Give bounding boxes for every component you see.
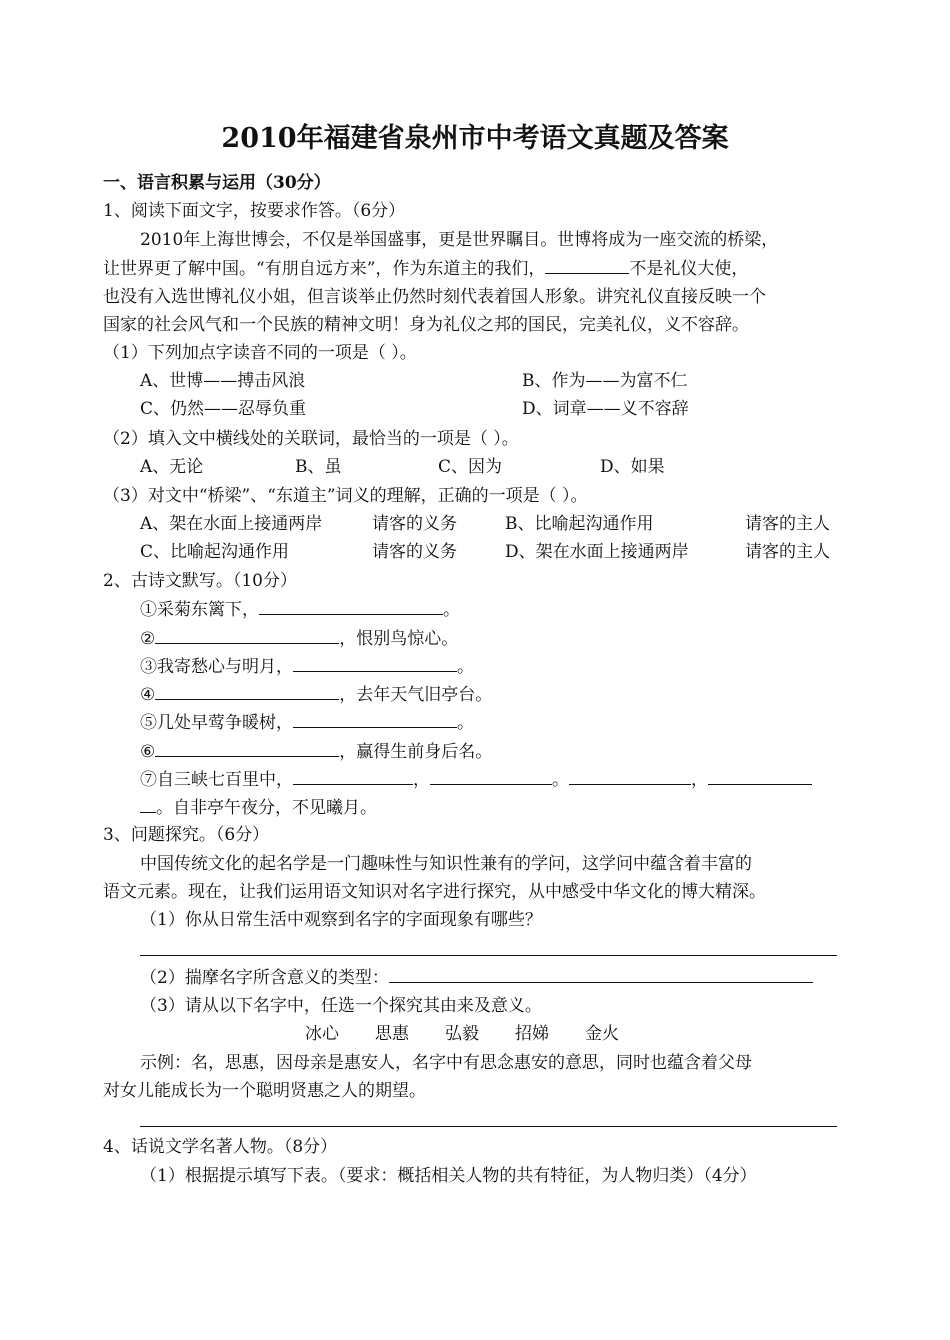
option-b[interactable]: B、作为——为富不仁 bbox=[522, 371, 688, 391]
poem-text: ，去年天气旧亭台。 bbox=[339, 685, 493, 705]
fill-blank[interactable] bbox=[293, 711, 457, 728]
poem-text: ② bbox=[140, 629, 156, 649]
option-b-part2: 请客的主人 bbox=[745, 514, 830, 534]
option-a[interactable]: A、世博——搏击风浪 bbox=[140, 371, 306, 391]
fill-blank[interactable] bbox=[259, 598, 443, 615]
name-option: 弘毅 bbox=[445, 1024, 479, 1044]
example-line: 对女儿能成长为一个聪明贤惠之人的期望。 bbox=[103, 1081, 426, 1101]
poem-line bbox=[140, 711, 474, 734]
q3-sub2 bbox=[140, 966, 813, 989]
poem-text: ⑦自三峡七百里中， bbox=[140, 770, 293, 790]
poem-text: ， bbox=[413, 770, 430, 790]
q1-text: 不是礼仪大使， bbox=[629, 259, 749, 279]
q1-sub1: （1）下列加点字读音不同的一项是（ ）。 bbox=[103, 343, 417, 363]
poem-text: 。 bbox=[457, 713, 474, 733]
option-d-part2: 请客的主人 bbox=[745, 542, 830, 562]
answer-line[interactable] bbox=[140, 1126, 837, 1127]
option-b[interactable]: B、比喻起沟通作用 bbox=[505, 514, 654, 534]
poem-text: 。 bbox=[443, 600, 460, 620]
poem-text: 。自非亭午夜分，不见曦月。 bbox=[156, 798, 377, 818]
poem-line bbox=[140, 627, 458, 650]
poem-line bbox=[140, 655, 474, 678]
name-list bbox=[305, 1023, 655, 1045]
poem-line bbox=[140, 740, 492, 763]
poem-text: ，赢得生前身后名。 bbox=[339, 742, 493, 762]
fill-blank[interactable] bbox=[155, 740, 339, 757]
option-c[interactable]: C、仍然——忍辱负重 bbox=[140, 399, 307, 419]
q1-paragraph-line: 也没有入选世博礼仪小姐，但言谈举止仍然时刻代表着国人形象。讲究礼仪直接反映一个 bbox=[103, 287, 766, 307]
q1-paragraph-line: 2010年上海世博会，不仅是举国盛事，更是世界瞩目。世博将成为一座交流的桥梁， bbox=[140, 230, 779, 250]
page-title: 2010年福建省泉州市中考语文真题及答案 bbox=[221, 123, 729, 154]
option-b[interactable]: B、虽 bbox=[295, 457, 342, 477]
q3-paragraph-line: 语文元素。现在，让我们运用语文知识对名字进行探究，从中感受中华文化的博大精深。 bbox=[103, 882, 766, 902]
poem-line bbox=[140, 598, 460, 621]
option-c[interactable]: C、比喻起沟通作用 bbox=[140, 542, 290, 562]
poem-text: 。 bbox=[457, 657, 474, 677]
option-d[interactable]: D、架在水面上接通两岸 bbox=[505, 542, 689, 562]
name-option: 金火 bbox=[585, 1024, 619, 1044]
q1-paragraph-line bbox=[103, 257, 748, 280]
fill-blank[interactable] bbox=[430, 768, 552, 785]
option-a[interactable]: A、架在水面上接通两岸 bbox=[140, 514, 323, 534]
poem-text: ①采菊东篱下， bbox=[140, 600, 259, 620]
q3-paragraph-line: 中国传统文化的起名学是一门趣味性与知识性兼有的学问，这学问中蕴含着丰富的 bbox=[140, 854, 752, 874]
q3-sub1: （1）你从日常生活中观察到名字的字面现象有哪些？ bbox=[140, 910, 542, 930]
fill-blank[interactable] bbox=[293, 655, 457, 672]
q3-heading: 3、问题探究。（6分） bbox=[103, 825, 270, 845]
name-option: 思惠 bbox=[375, 1024, 409, 1044]
option-d[interactable]: D、如果 bbox=[600, 457, 665, 477]
q4-sub1: （1）根据提示填写下表。（要求：概括相关人物的共有特征，为人物归类）（4分） bbox=[140, 1166, 757, 1186]
poem-text: ⑥ bbox=[140, 742, 156, 762]
q2-heading: 2、古诗文默写。（10分） bbox=[103, 571, 297, 591]
fill-blank[interactable] bbox=[155, 683, 339, 700]
poem-text: ⑤几处早莺争暖树， bbox=[140, 713, 293, 733]
example-line: 示例：名，思惠，因母亲是惠安人，名字中有思念惠安的意思，同时也蕴含着父母 bbox=[140, 1053, 752, 1073]
q1-sub2: （2）填入文中横线处的关联词，最恰当的一项是（ ）。 bbox=[103, 429, 519, 449]
poem-text: 。 bbox=[552, 770, 569, 790]
name-option: 招娣 bbox=[515, 1024, 549, 1044]
poem-text: ， bbox=[691, 770, 708, 790]
q3-sub2-text: （2）揣摩名字所含意义的类型： bbox=[140, 968, 389, 988]
name-option: 冰心 bbox=[305, 1024, 339, 1044]
poem-text: ，恨别鸟惊心。 bbox=[339, 629, 459, 649]
fill-blank[interactable] bbox=[708, 768, 812, 785]
poem-line bbox=[140, 683, 492, 706]
fill-blank[interactable] bbox=[140, 796, 156, 813]
option-d[interactable]: D、词章——义不容辞 bbox=[522, 399, 689, 419]
q1-heading: 1、阅读下面文字，按要求作答。（6分） bbox=[103, 201, 406, 221]
fill-blank[interactable] bbox=[155, 627, 339, 644]
fill-blank[interactable] bbox=[569, 768, 691, 785]
q1-sub3: （3）对文中“桥梁”、“东道主”词义的理解，正确的一项是（ ）。 bbox=[103, 486, 588, 506]
answer-blank[interactable] bbox=[389, 966, 813, 983]
q1-paragraph-line: 国家的社会风气和一个民族的精神文明！身为礼仪之邦的国民，完美礼仪，义不容辞。 bbox=[103, 315, 749, 335]
poem-line bbox=[140, 768, 812, 791]
option-a-part2: 请客的义务 bbox=[372, 514, 457, 534]
option-a[interactable]: A、无论 bbox=[140, 457, 204, 477]
poem-text: ④ bbox=[140, 685, 156, 705]
section-heading-1: 一、语言积累与运用（30分） bbox=[103, 173, 331, 193]
fill-blank[interactable] bbox=[545, 257, 629, 274]
option-c[interactable]: C、因为 bbox=[438, 457, 503, 477]
q1-text: 让世界更了解中国。“有朋自远方来”，作为东道主的我们， bbox=[103, 259, 546, 279]
option-c-part2: 请客的义务 bbox=[372, 542, 457, 562]
answer-line[interactable] bbox=[140, 955, 837, 956]
poem-text: ③我寄愁心与明月， bbox=[140, 657, 293, 677]
fill-blank[interactable] bbox=[293, 768, 413, 785]
q4-heading: 4、话说文学名著人物。（8分） bbox=[103, 1137, 338, 1157]
poem-line bbox=[140, 796, 377, 819]
q3-sub3: （3）请从以下名字中，任选一个探究其由来及意义。 bbox=[140, 996, 542, 1016]
